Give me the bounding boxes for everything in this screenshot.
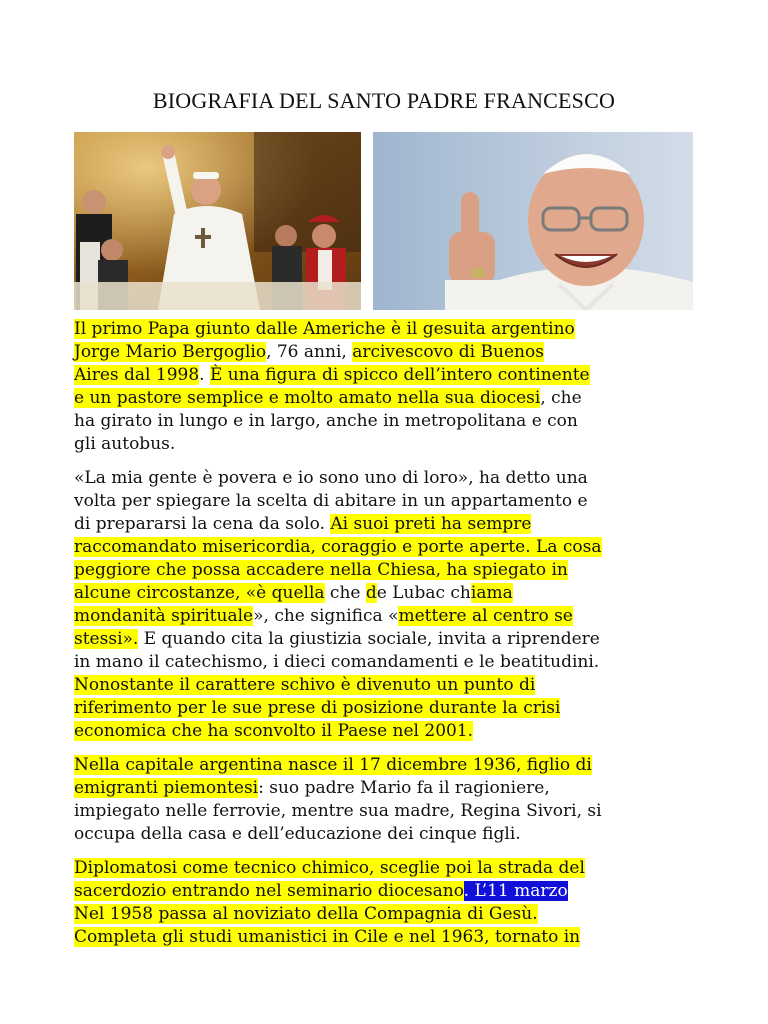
text-run: di prepararsi la cena da solo.	[74, 514, 331, 534]
thumbs-up-illustration	[373, 132, 693, 310]
text-run: in mano il catechismo, i dieci comandamenti e le beatitudini.	[74, 652, 600, 672]
paragraph-education	[74, 857, 694, 949]
text-run: «La mia gente è povera e io sono uno di loro», ha detto una	[74, 468, 588, 488]
text-run: », che significa «	[253, 606, 399, 626]
text-run: ha girato in lungo e in largo, anche in metropolitana e con	[74, 411, 578, 431]
pope-thumbs-up-photo	[373, 132, 693, 310]
highlighted-text: Jorge Mario Bergoglio	[74, 342, 267, 362]
highlighted-text: . L’11 marzo	[463, 881, 568, 901]
paragraph-text	[74, 467, 694, 743]
highlighted-text: Diplomatosi come tecnico chimico, sceglie poi la strada del	[74, 858, 585, 878]
highlighted-text: Ai suoi preti ha sempre	[330, 514, 532, 534]
highlighted-text: Completa gli studi umanistici in Cile e nel 1963, tornato in	[74, 927, 581, 947]
balcony-illustration	[74, 132, 361, 310]
highlighted-text: È una figura di spicco dell’intero continente	[209, 365, 590, 385]
highlighted-text: raccomandato misericordia, coraggio e porte aperte. La cosa	[74, 537, 602, 557]
highlighted-text: Nonostante il carattere schivo è divenuto un punto di	[74, 675, 536, 695]
pope-balcony-photo	[74, 132, 361, 310]
page-title: BIOGRAFIA DEL SANTO PADRE FRANCESCO	[152, 88, 616, 113]
text-run: , 76 anni,	[266, 342, 353, 362]
highlighted-text: Il primo Papa giunto dalle Americhe è il gesuita argentino	[74, 319, 575, 339]
text-run: occupa della casa e dell’educazione dei cinque figli.	[74, 824, 521, 844]
highlighted-text: d	[365, 583, 377, 603]
paragraph-text	[74, 318, 694, 456]
highlighted-text: mettere al centro se	[398, 606, 573, 626]
text-run: , che	[540, 388, 582, 408]
highlighted-text: arcivescovo di Buenos	[352, 342, 544, 362]
highlighted-text: Nella capitale argentina nasce il 17 dicembre 1936, figlio di	[74, 755, 592, 775]
text-run: gli autobus.	[74, 434, 176, 454]
highlighted-text: e un pastore semplice e molto amato nella sua diocesi	[74, 388, 541, 408]
paragraph-text	[74, 857, 694, 949]
highlighted-text: economica che ha sconvolto il Paese nel 2001.	[74, 721, 474, 741]
highlighted-text: mondanità spirituale	[74, 606, 254, 626]
paragraph-quote	[74, 467, 694, 743]
paragraph-birth	[74, 754, 694, 846]
highlighted-text: Aires dal 1998	[74, 365, 200, 385]
text-run: e Lubac ch	[376, 583, 471, 603]
highlighted-text: emigranti piemontesi	[74, 778, 259, 798]
paragraph-text	[74, 754, 694, 846]
text-run: .	[199, 365, 210, 385]
text-run: E quando cita la giustizia sociale, invita a riprendere	[138, 629, 600, 649]
text-run: che	[324, 583, 366, 603]
text-run: volta per spiegare la scelta di abitare in un appartamento e	[74, 491, 588, 511]
text-run: : suo padre Mario fa il ragioniere,	[258, 778, 550, 798]
highlighted-text: stessi».	[74, 629, 139, 649]
highlighted-text: sacerdozio entrando nel seminario diocesano	[74, 881, 464, 901]
highlighted-text: peggiore che possa accadere nella Chiesa, ha spiegato in	[74, 560, 568, 580]
highlighted-text: iama	[470, 583, 513, 603]
highlighted-text: riferimento per le sue prese di posizione durante la crisi	[74, 698, 561, 718]
highlighted-text: alcune circostanze, «è quella	[74, 583, 325, 603]
text-run: impiegato nelle ferrovie, mentre sua madre, Regina Sivori, si	[74, 801, 602, 821]
highlighted-text: Nel 1958 passa al noviziato della Compagnia di Gesù.	[74, 904, 538, 924]
paragraph-intro	[74, 318, 694, 456]
